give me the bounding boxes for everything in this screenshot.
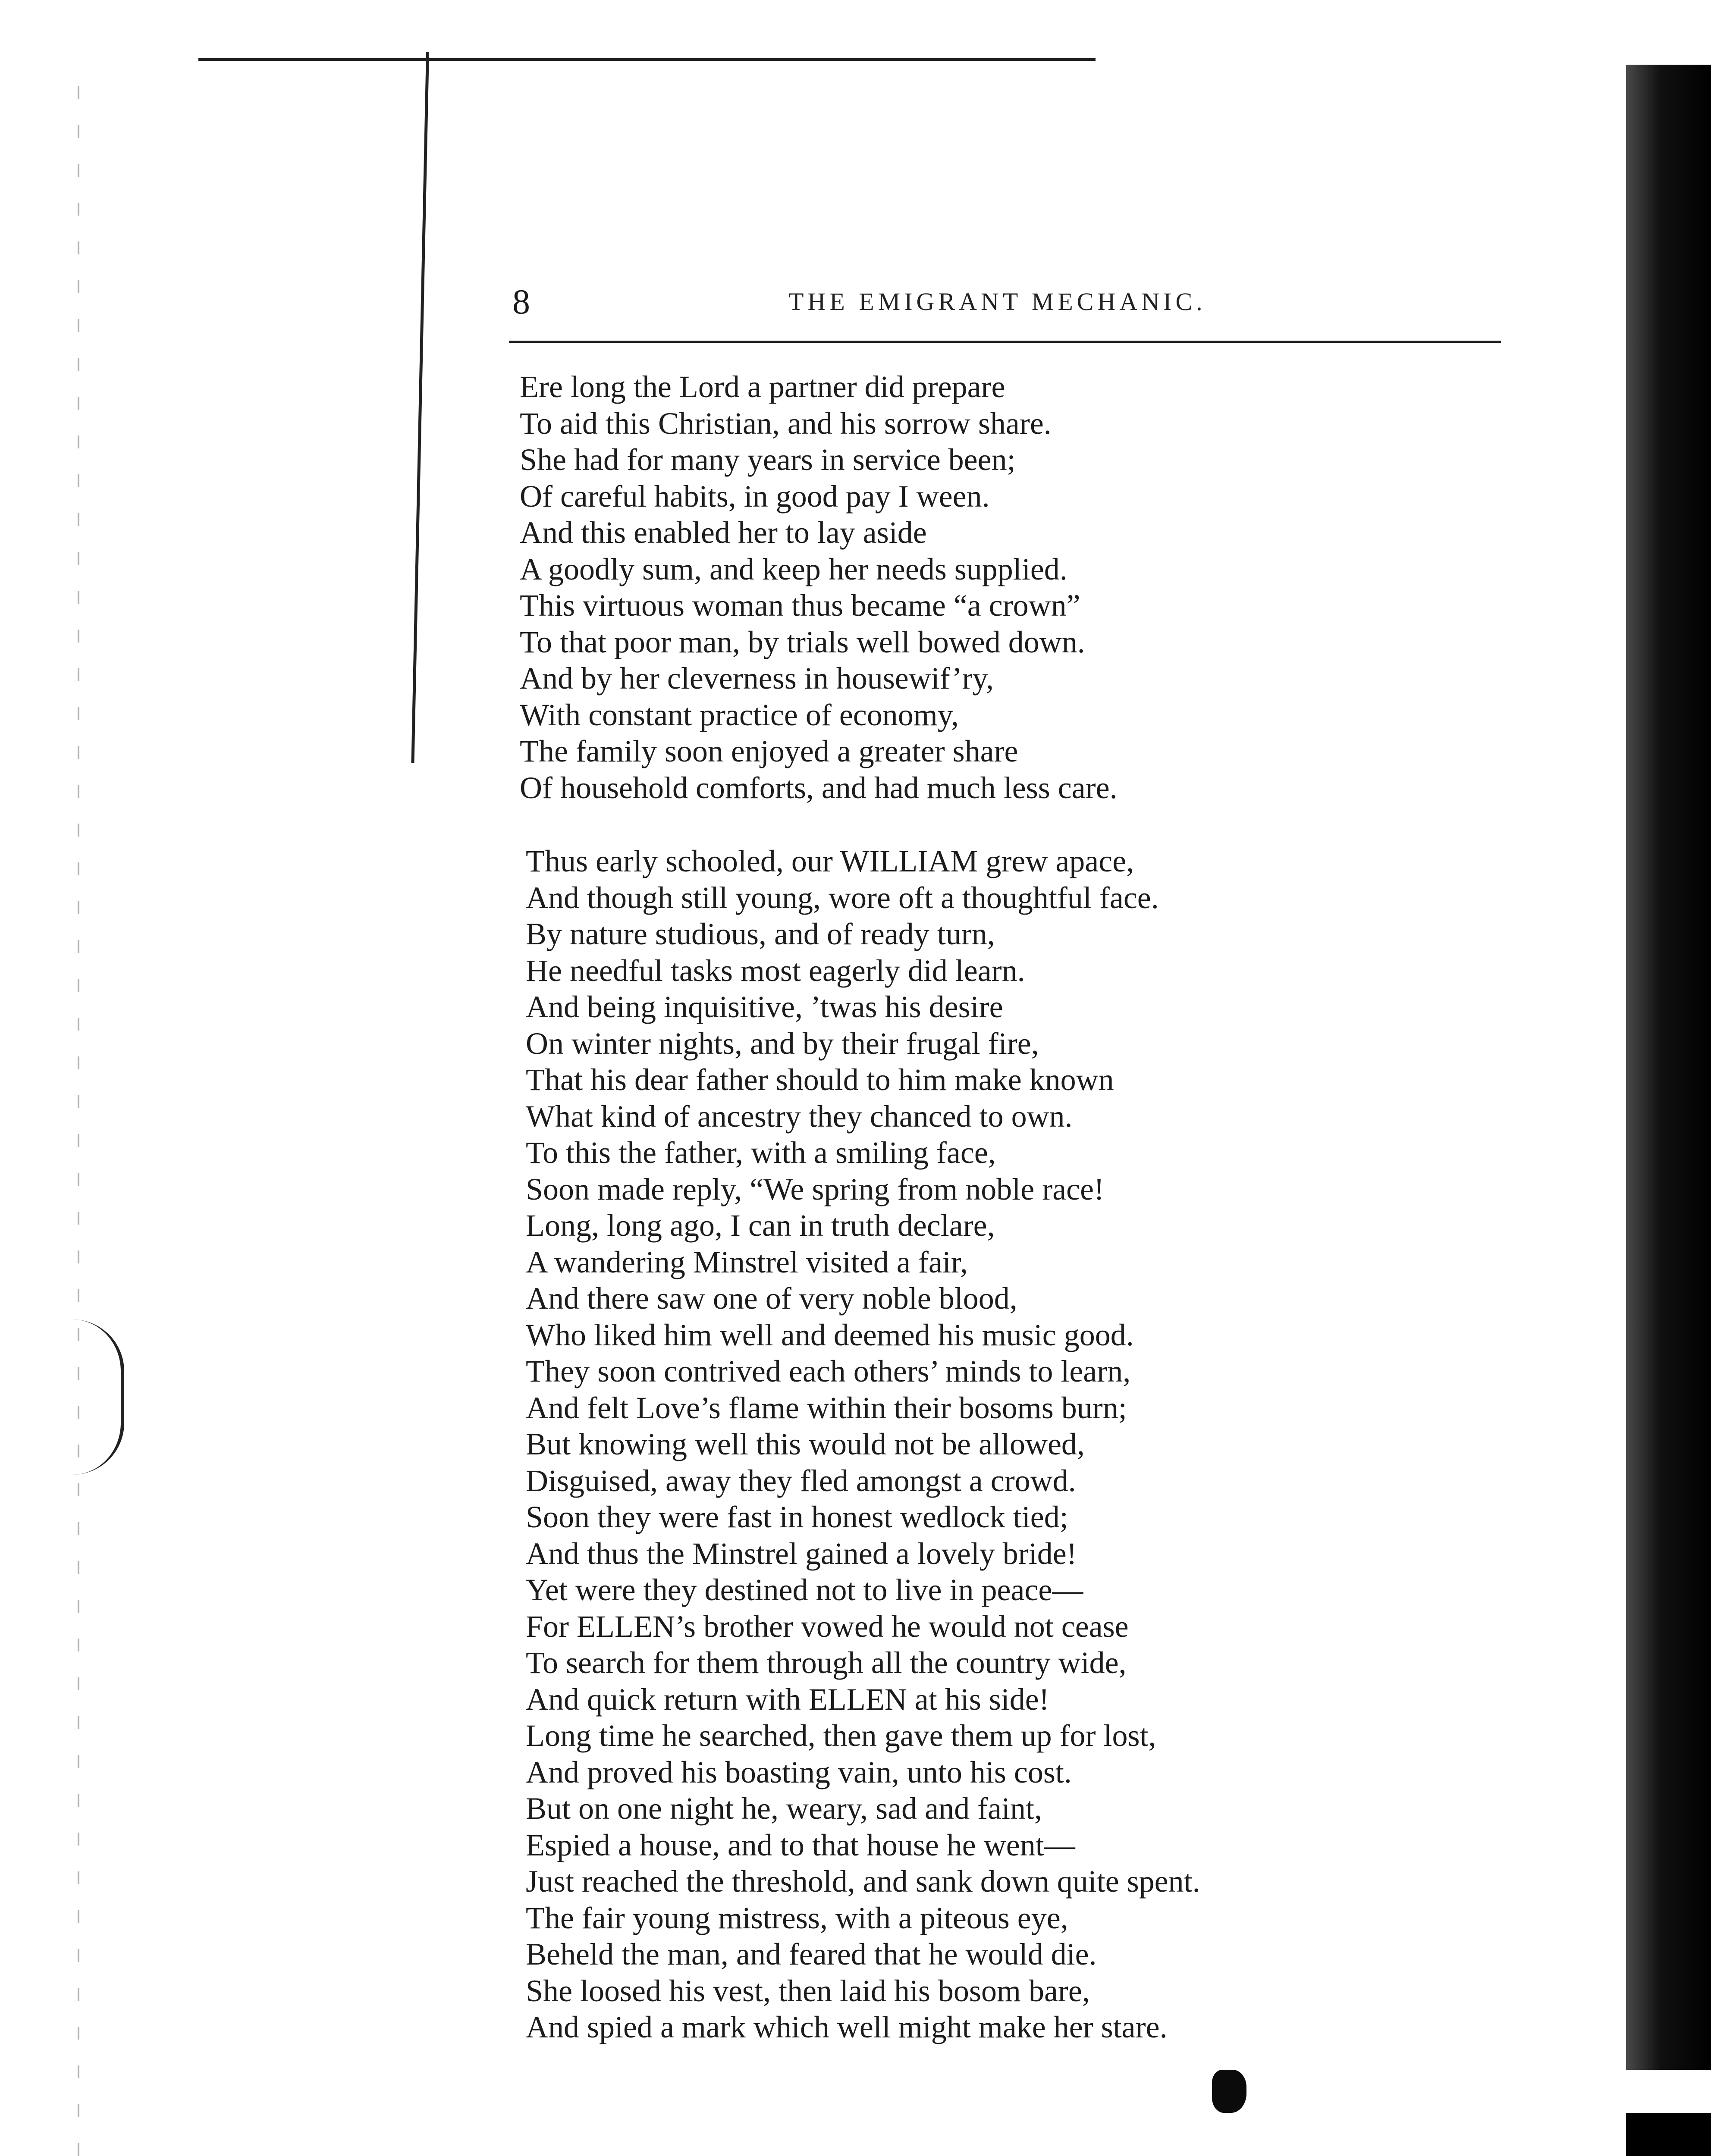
page-number: 8 xyxy=(512,282,530,321)
poem-line: She had for many years in service been; xyxy=(520,442,1016,477)
book-binding-block xyxy=(1626,2113,1711,2156)
poem-line: And proved his boasting vain, unto his cost. xyxy=(526,1755,1072,1789)
stanza-2 xyxy=(520,843,1555,2046)
poem-line: Thus early schooled, our WILLIAM grew apace, xyxy=(526,844,1134,878)
poem-line: And felt Love’s flame within their bosoms burn; xyxy=(526,1390,1127,1425)
poem-line: And though still young, wore oft a thoughtful face. xyxy=(526,880,1159,915)
poem-line: And spied a mark which well might make her stare. xyxy=(526,2010,1168,2044)
poem-line: Ere long the Lord a partner did prepare xyxy=(520,370,1005,404)
poem-line: By nature studious, and of ready turn, xyxy=(526,917,995,951)
poem-line: For ELLEN’s brother vowed he would not cease xyxy=(526,1609,1129,1644)
poem-line: A goodly sum, and keep her needs supplied. xyxy=(520,552,1067,586)
poem-line: Just reached the threshold, and sank down quite spent. xyxy=(526,1864,1200,1899)
poem-line: The fair young mistress, with a piteous eye, xyxy=(526,1900,1068,1935)
poem-line: That his dear father should to him make known xyxy=(526,1062,1114,1097)
poem-line: Yet were they destined not to live in peace— xyxy=(526,1573,1083,1607)
poem-line: Long time he searched, then gave them up for lost, xyxy=(526,1718,1156,1753)
poem-line: To search for them through all the country wide, xyxy=(526,1645,1127,1680)
poem-line: Long, long ago, I can in truth declare, xyxy=(526,1208,995,1243)
poem-line: Disguised, away they fled amongst a crowd. xyxy=(526,1463,1076,1498)
poem-line: On winter nights, and by their frugal fire, xyxy=(526,1026,1039,1061)
poem-line: Beheld the man, and feared that he would die. xyxy=(526,1937,1097,1971)
running-head xyxy=(512,276,1289,328)
poem-line: She loosed his vest, then laid his bosom bare, xyxy=(526,1973,1090,2008)
poem-line: The family soon enjoyed a greater share xyxy=(520,734,1018,768)
poem-line: Who liked him well and deemed his music good. xyxy=(526,1317,1134,1352)
poem-line: They soon contrived each others’ minds to learn, xyxy=(526,1354,1131,1388)
poem-line: Soon they were fast in honest wedlock tied; xyxy=(526,1500,1068,1534)
poem-line: And there saw one of very noble blood, xyxy=(526,1281,1017,1316)
poem-line: To that poor man, by trials well bowed down. xyxy=(520,624,1085,659)
book-binding-edge xyxy=(1626,65,1711,2070)
poem-line: Of careful habits, in good pay I ween. xyxy=(520,479,990,514)
stanza-1 xyxy=(520,369,1555,806)
scan-artifact-top-rule xyxy=(198,58,1096,61)
ink-blot xyxy=(1212,2070,1246,2113)
poem-line: And thus the Minstrel gained a lovely bride! xyxy=(526,1536,1077,1571)
scan-artifact-vertical-rule xyxy=(411,52,429,763)
poem-line: To aid this Christian, and his sorrow share. xyxy=(520,406,1052,441)
poem-line: To this the father, with a smiling face, xyxy=(526,1135,996,1170)
poem-line: Of household comforts, and had much less care. xyxy=(520,770,1118,805)
poem-line: Soon made reply, “We spring from noble race! xyxy=(526,1172,1105,1206)
header-rule xyxy=(509,341,1501,343)
poem-line: And being inquisitive, ’twas his desire xyxy=(526,990,1003,1024)
poem-line: And by her cleverness in housewif’ry, xyxy=(520,661,994,696)
poem-line: A wandering Minstrel visited a fair, xyxy=(526,1244,968,1279)
poem-line: What kind of ancestry they chanced to own. xyxy=(526,1099,1073,1134)
margin-bracket-mark xyxy=(69,1319,124,1475)
poem-body xyxy=(520,369,1555,2046)
poem-line: But on one night he, weary, sad and faint, xyxy=(526,1791,1042,1826)
poem-line: With constant practice of economy, xyxy=(520,697,959,732)
poem-line: He needful tasks most eagerly did learn. xyxy=(526,953,1025,988)
poem-line: And this enabled her to lay aside xyxy=(520,515,927,550)
scan-artifact-gutter-marks xyxy=(78,86,79,2156)
poem-line: But knowing well this would not be allowed, xyxy=(526,1427,1085,1461)
poem-line: Espied a house, and to that house he went— xyxy=(526,1827,1075,1862)
poem-line: This virtuous woman thus became “a crown” xyxy=(520,588,1080,623)
running-title: THE EMIGRANT MECHANIC. xyxy=(788,288,1206,316)
poem-line: And quick return with ELLEN at his side! xyxy=(526,1682,1049,1717)
